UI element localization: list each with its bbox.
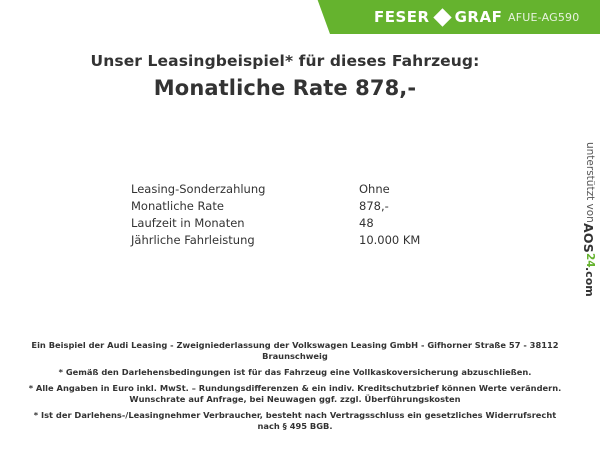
page-title: Monatliche Rate 878,- — [153, 76, 417, 100]
sponsor-prefix: unterstützt von — [584, 142, 596, 223]
page-header — [0, 0, 600, 34]
brand-logo — [374, 0, 502, 34]
detail-value: 10.000 KM — [359, 233, 421, 247]
detail-value: 48 — [359, 216, 374, 230]
footnotes — [22, 340, 568, 432]
vehicle-code: AFUE-AG590 — [508, 10, 580, 24]
detail-label: Monatliche Rate — [131, 199, 224, 213]
table-row — [131, 216, 420, 233]
page-subtitle: Unser Leasingbeispiel* für dieses Fahrzeug: — [90, 52, 480, 70]
footnote-1: Ein Beispiel der Audi Leasing - Zweigniederlassung der Volkswagen Leasing GmbH - Gifhorner Straße 57 - 38112 Braunschweig — [31, 340, 559, 361]
leasing-details-body — [131, 182, 420, 250]
brand-name-right: GRAF — [454, 8, 503, 26]
detail-value: Ohne — [359, 182, 390, 196]
footnote-3: * Alle Angaben in Euro inkl. MwSt. – Rundungsdifferenzen & ein indiv. Kreditschutzbrief können Werte verändern. Wunschrate auf Anfrage, bei Neuwagen ggf. zzgl. Überführungskosten — [28, 382, 562, 404]
sponsor-name: AOS — [581, 222, 596, 253]
table-row — [131, 182, 420, 199]
table-row — [131, 233, 420, 250]
diamond-cross-logo-icon — [433, 8, 451, 26]
title-block — [0, 52, 570, 100]
sponsor-superscript: 24 — [584, 252, 596, 268]
footnote-2: * Gemäß den Darlehensbedingungen ist für das Fahrzeug eine Vollkaskoversicherung abzuschließen. — [58, 366, 532, 377]
footnote-4: * Ist der Darlehens-/Leasingnehmer Verbraucher, besteht nach Vertragsschluss ein gesetzliches Widerrufsrecht nach § 495 BGB. — [33, 409, 557, 431]
detail-label: Jährliche Fahrleistung — [131, 233, 255, 247]
sponsor-credit — [578, 142, 596, 322]
sponsor-domain: .com — [583, 267, 596, 298]
detail-label: Leasing-Sonderzahlung — [131, 182, 266, 196]
leasing-details-table — [131, 182, 420, 250]
table-row — [131, 199, 420, 216]
detail-value: 878,- — [359, 199, 389, 213]
brand-name-left: FESER — [374, 8, 430, 26]
leasing-details — [131, 182, 420, 250]
detail-label: Laufzeit in Monaten — [131, 216, 245, 230]
